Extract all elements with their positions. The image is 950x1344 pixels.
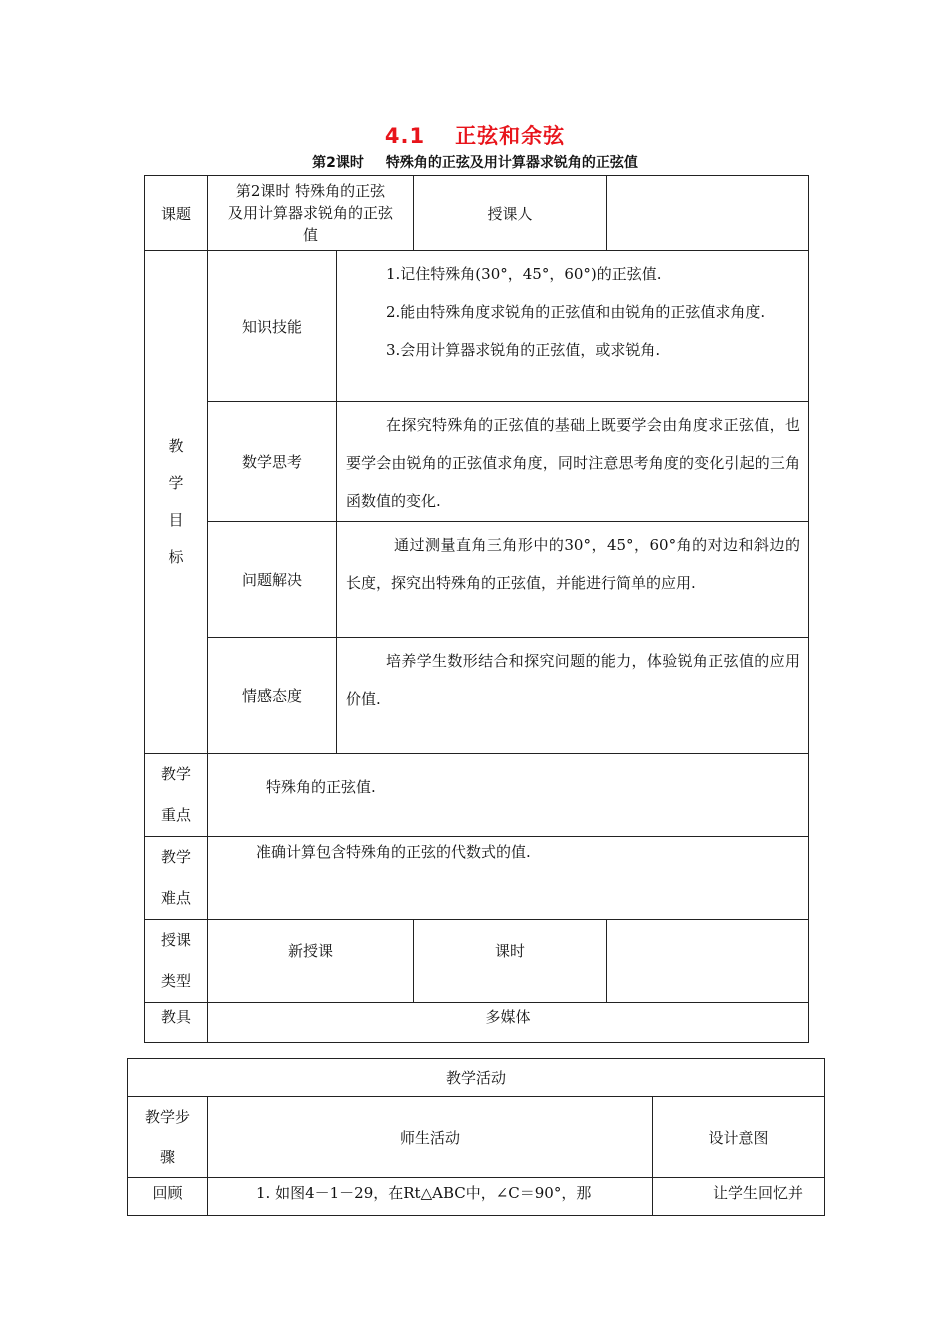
goal-text-thinking: [337, 402, 809, 522]
tools-value: 多媒体: [208, 1003, 809, 1043]
goal-label-knowledge: 知识技能: [208, 251, 337, 402]
step-column-header: [128, 1097, 208, 1178]
teacher-label: 授课人: [414, 176, 607, 251]
goal-line: 1.记住特殊角(30°，45°，60°)的正弦值.: [386, 265, 662, 283]
goal-label-thinking: 数学思考: [208, 402, 337, 522]
section-title: 正弦和余弦: [455, 124, 566, 148]
goal-line: 3.会用计算器求锐角的正弦值，或求锐角.: [386, 341, 661, 359]
step-header-line: 教学步: [144, 1108, 190, 1126]
hours-label: 课时: [414, 920, 607, 1003]
activity-cell: 1. 如图4－1－29，在Rt△ABC中，∠C＝90°，那: [208, 1178, 653, 1216]
goal-line: 培养学生数形结合和探究问题的能力，体验锐角正弦值的应用价值.: [346, 652, 801, 708]
goal-text-problem: [337, 522, 809, 638]
goal-text-knowledge: [337, 251, 809, 402]
activity-column-header: 师生活动: [208, 1097, 653, 1178]
design-cell: 让学生回忆并: [653, 1178, 825, 1216]
goals-label: [145, 251, 208, 754]
difficulty-label: [145, 837, 208, 920]
teacher-value: [607, 176, 809, 251]
topic-line: 及用计算器求锐角的正弦: [228, 204, 394, 222]
goal-line: 在探究特殊角的正弦值的基础上既要学会由角度求正弦值，也要学会由锐角的正弦值求角度，同时注意思考角度的变化引起的三角函数值的变化.: [346, 416, 801, 510]
activity-header: 教学活动: [128, 1059, 825, 1097]
goals-label-char: 目: [168, 511, 184, 529]
difficulty-label-line: 难点: [160, 889, 191, 907]
goals-label-char: 学: [168, 474, 184, 492]
document-subtitle: [0, 152, 950, 172]
type-label-line: 授课: [160, 931, 191, 949]
topic-line: 第2课时 特殊角的正弦: [235, 182, 386, 200]
document-title: [0, 120, 950, 150]
type-value: 新授课: [208, 920, 414, 1003]
type-label-line: 类型: [160, 972, 191, 990]
step-header-line: 骤: [159, 1148, 175, 1166]
key-point-label-line: 教学: [160, 765, 191, 783]
key-point-label: [145, 754, 208, 837]
difficulty-label-line: 教学: [160, 848, 191, 866]
topic-label: 课题: [145, 176, 208, 251]
teaching-activity-table: [127, 1058, 825, 1216]
goal-line: 2.能由特殊角度求锐角的正弦值和由锐角的正弦值求角度.: [386, 303, 766, 321]
step-cell: 回顾: [128, 1178, 208, 1216]
difficulty-value: 准确计算包含特殊角的正弦的代数式的值.: [208, 837, 809, 920]
goal-label-problem: 问题解决: [208, 522, 337, 638]
key-point-label-line: 重点: [160, 806, 191, 824]
key-point-value: 特殊角的正弦值.: [208, 754, 809, 837]
goals-label-char: 标: [168, 548, 184, 566]
topic-line: 值: [303, 226, 319, 244]
lesson-number: 第2课时: [312, 155, 364, 171]
goal-label-attitude: 情感态度: [208, 638, 337, 754]
section-number: 4.1: [384, 124, 426, 148]
goals-label-char: 教: [168, 437, 184, 455]
goal-line: 通过测量直角三角形中的30°，45°，60°角的对边和斜边的长度，探究出特殊角的正弦值，并能进行简单的应用.: [346, 536, 801, 592]
tools-label: 教具: [145, 1003, 208, 1043]
goal-text-attitude: [337, 638, 809, 754]
lesson-topic: 特殊角的正弦及用计算器求锐角的正弦值: [385, 155, 638, 171]
hours-value: [607, 920, 809, 1003]
type-label: [145, 920, 208, 1003]
lesson-info-table: [144, 175, 809, 1043]
design-column-header: 设计意图: [653, 1097, 825, 1178]
topic-value: [208, 176, 414, 251]
